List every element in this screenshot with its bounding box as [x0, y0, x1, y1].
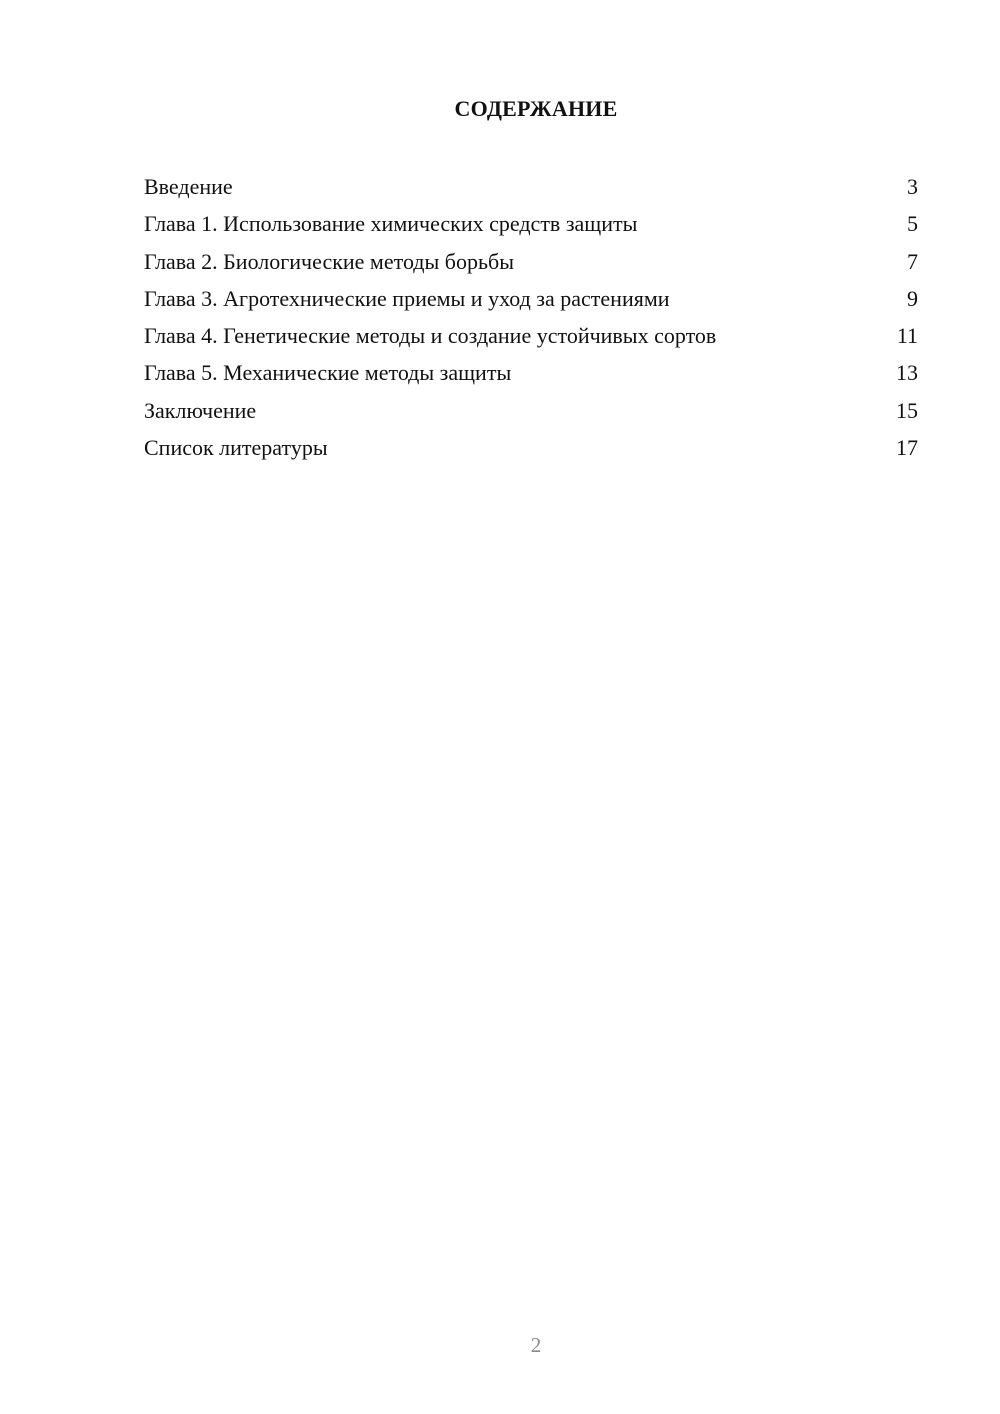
toc-entry-chapter-2 — [144, 243, 918, 280]
toc-entry-introduction — [144, 168, 918, 205]
table-of-contents — [144, 168, 918, 466]
toc-entry-label: Список литературы — [144, 435, 328, 461]
toc-entry-conclusion — [144, 392, 918, 429]
toc-entry-references — [144, 429, 918, 466]
page-footer-number: 2 — [530, 1333, 542, 1357]
toc-entry-page-number: 15 — [896, 397, 918, 423]
toc-entry-page-number: 3 — [907, 174, 918, 199]
toc-entry-chapter-5 — [144, 354, 918, 391]
toc-entry-page-number: 13 — [896, 360, 918, 386]
toc-entry-chapter-1 — [144, 205, 918, 242]
page-title: СОДЕРЖАНИЕ — [454, 96, 618, 121]
toc-entry-page-number: 11 — [896, 323, 918, 349]
toc-entry-chapter-4 — [144, 317, 918, 354]
toc-entry-chapter-3 — [144, 280, 918, 317]
toc-entry-page-number: 9 — [907, 285, 918, 311]
toc-entry-label: Глава 2. Биологические методы борьбы — [144, 248, 514, 274]
toc-entry-label: Глава 3. Агротехнические приемы и уход за растениями — [144, 285, 670, 311]
toc-entry-label: Заключение — [144, 397, 257, 423]
toc-entry-label: Глава 1. Использование химических средств защиты — [144, 211, 638, 237]
toc-entry-label: Глава 5. Механические методы защиты — [144, 360, 512, 386]
toc-entry-page-number: 5 — [907, 211, 918, 237]
toc-entry-label: Глава 4. Генетические методы и создание устойчивых сортов — [144, 323, 717, 349]
toc-entry-page-number: 17 — [896, 435, 918, 461]
toc-entry-label: Введение — [144, 174, 233, 199]
toc-entry-page-number: 7 — [907, 248, 918, 274]
